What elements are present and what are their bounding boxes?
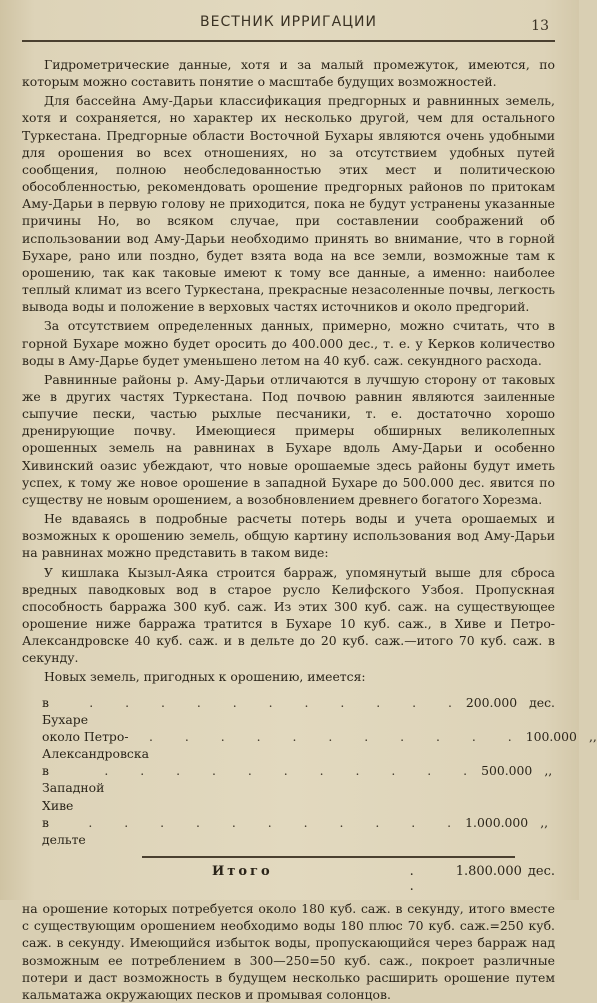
table-row	[22, 814, 555, 848]
leader-dots: . .	[409, 864, 428, 895]
row-unit: ,,	[540, 814, 549, 830]
row-value: 200.000	[465, 694, 518, 710]
paragraph-4: Равнинные районы р. Аму-Дарьи отличаются в лучшую сторону от таковых же в других частях Туркестана. Под почвою равнин являются заиленные сыпучие пески, частью рыхлые песчаники, т. е. достаточно хорошо дренирующие почву. Имеющиеся примеры обширных великолепных орошенных земель на равнинах в Бухаре вдоль Аму-Дарьи и особенно Хивинский оазис убеждают, что новые орошаемые здесь районы будут иметь успех, к тому же новое орошение в западной Бухаре до 500.000 дес. явится по существу не новым орошением, а возобновлением древнего богатого Хорезма.	[22, 371, 555, 507]
running-header	[22, 14, 555, 42]
leader-dots: . . . . . . . . . . .	[104, 763, 482, 779]
paragraph-2: Для бассейна Аму-Дарьи классификация предгорных и равнинных земель, хотя и сохраняется, но характер их несколько другой, чем для остального Туркестана. Предгорные области Восточной Бухары являются очень удобными для орошения во всех отношениях, но за отсутствием удобных путей сообщения, полною необследованностью этих мест и политическою обособленностью, рекомендовать орошение предгорных районов по притокам Аму-Дарьи в первую голову не приходится, пока не будут устранены указанные причины Но, во всяком случае, при составлении соображений об использовании вод Аму-Дарьи необходимо принять во внимание, что в горной Бухаре, рано или поздно, будет взята вода на все земли, возможные там к орошению, так как таковые имеют к тому все данные, а именно: наиболее теплый климат из всего Туркестана, прекрасные незасоленные почвы, легкость вывода воды и положение в верховых частях источников и около предгорий.	[22, 93, 555, 315]
row-unit: ,,	[588, 728, 597, 744]
leader-dots: . . . . . . . . . . .	[88, 814, 466, 830]
table-row	[22, 728, 597, 762]
row-value: 1.000.000	[465, 814, 529, 830]
row-label: в дельте	[42, 814, 86, 847]
total-divider	[142, 856, 515, 858]
row-unit: дес.	[529, 694, 555, 710]
paragraph-7: Новых земель, пригодных к орошению, имеется:	[44, 669, 366, 685]
land-table	[22, 694, 597, 848]
total-value: 1.800.000	[455, 864, 522, 880]
journal-title: ВЕСТНИК ИРРИГАЦИИ	[200, 14, 377, 30]
row-unit: ,,	[544, 763, 553, 779]
row-label: в Западной Хиве	[42, 763, 105, 813]
paragraph-1: Гидрометрические данные, хотя и за малый промежуток, имеются, по которым можно составить понятие о масштабе будущих возможностей.	[22, 57, 555, 90]
page-number: 13	[531, 18, 549, 34]
total-label: Итого	[212, 864, 273, 880]
paragraph-3: За отсутствием определенных данных, примерно, можно считать, что в горной Бухаре можно будет оросить до 400.000 дес., т. е. у Керков количество воды в Аму-Дарье будет уменьшено летом на 40 куб. саж. секундного расхода.	[22, 318, 555, 368]
table-row	[22, 694, 555, 728]
total-unit: дес.	[527, 864, 555, 880]
paragraph-6: У кишлака Кызыл-Аяка строится барраж, упомянутый выше для сброса вредных паводковых вод в старое русло Келифского Узбоя. Пропускная способность барража 300 куб. саж. Из этих 300 куб. саж. на существующее орошение ниже барража тратится в Бухаре 10 куб. саж., в Хиве и Петро-Александровске 40 куб. саж. и в дельте до 20 куб. саж.—итого 70 куб. саж. в секунду.	[22, 564, 555, 666]
leader-dots: . . . . . . . . . . .	[89, 694, 466, 710]
row-label: в Бухаре	[42, 694, 89, 727]
row-label: около Петро-Александровска	[42, 728, 149, 762]
table-row	[22, 762, 555, 813]
paragraph-5: Не вдаваясь в подробные расчеты потерь воды и учета орошаемых и возможных к орошению земель, общую картину использования вод Аму-Дарьи на равнинах можно представить в таком виде:	[22, 511, 555, 561]
leader-dots: . . . . . . . . . . .	[148, 728, 526, 744]
total-row	[22, 864, 555, 894]
row-value: 500.000	[481, 763, 533, 779]
row-value: 100.000	[525, 728, 577, 744]
closing-paragraph: на орошение которых потребуется около 180 куб. саж. в секунду, итого вместе с существующим орошением необходимо воды 180 плюс 70 куб. саж.=250 куб. саж. в секунду. Имеющийся избыток воды, пропускающийся через барраж над возможным ее потреблением в 300—250=50 куб. саж., покроет различные потери и даст возможность в будущем несколько расширить орошение путем кальматажа окружающих песков и промывая солонцов.	[22, 901, 555, 1002]
